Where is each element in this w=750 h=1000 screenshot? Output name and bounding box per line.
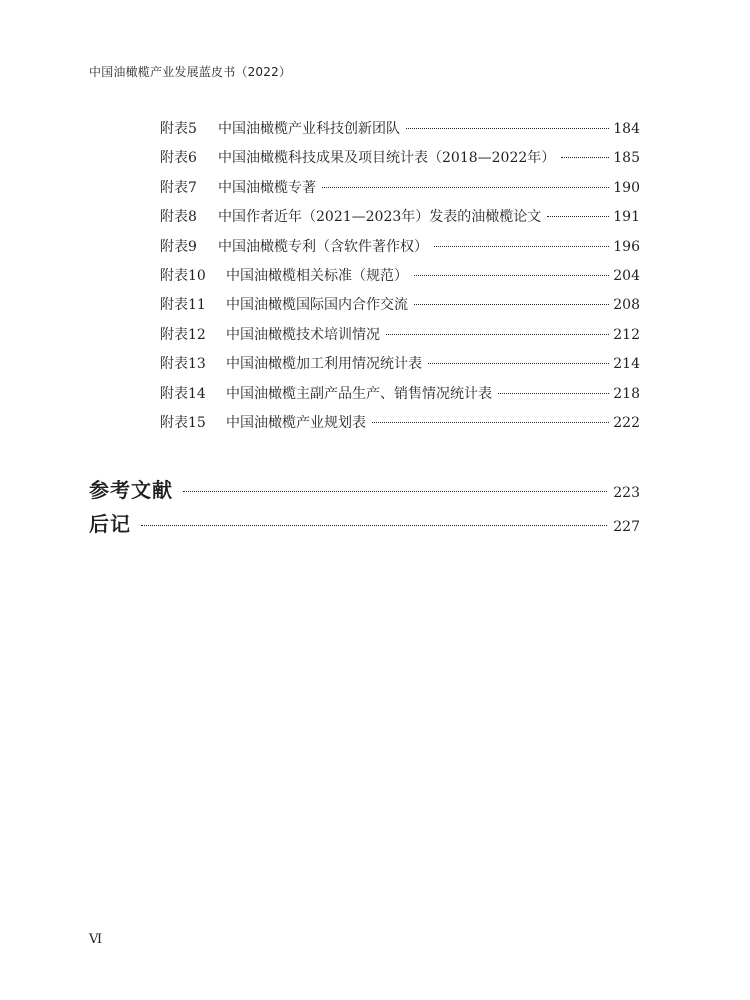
dot-leader (406, 128, 609, 129)
toc-entry[interactable] (160, 383, 640, 412)
toc-entry-page: 208 (613, 297, 640, 314)
toc-entry-title: 中国油橄榄相关标准（规范） (226, 267, 408, 284)
toc-entry[interactable] (160, 265, 640, 294)
toc-entry-page: 204 (613, 267, 640, 284)
toc-entry-label: 附表15 (160, 414, 206, 431)
dot-leader (414, 304, 609, 305)
toc-major-page: 223 (613, 485, 640, 501)
toc-entry-title: 中国油橄榄产业科技创新团队 (218, 121, 400, 137)
dot-leader (141, 525, 607, 526)
dot-leader (183, 491, 607, 492)
dot-leader (547, 216, 609, 217)
appendix-toc-list (160, 118, 640, 441)
toc-entry-label: 附表7 (160, 179, 197, 196)
dot-leader (322, 187, 609, 188)
toc-entry[interactable] (160, 236, 640, 265)
toc-entry-title: 中国油橄榄专著 (218, 179, 316, 196)
toc-entry-page: 222 (613, 414, 640, 431)
toc-entry[interactable] (160, 147, 640, 176)
toc-entry-title: 中国油橄榄主副产品生产、销售情况统计表 (226, 385, 492, 402)
major-toc-list (89, 474, 640, 542)
dot-leader (434, 246, 609, 247)
toc-entry-label: 附表5 (160, 121, 197, 137)
toc-entry-page: 212 (613, 326, 640, 343)
toc-entry-title: 中国油橄榄加工利用情况统计表 (226, 356, 422, 373)
dot-leader (414, 275, 609, 276)
toc-entry-title: 中国作者近年（2021—2023年）发表的油橄榄论文 (218, 209, 542, 226)
page-number: Ⅵ (89, 932, 103, 947)
toc-entry-afterword[interactable] (89, 508, 640, 542)
toc-entry[interactable] (160, 177, 640, 206)
toc-entry[interactable] (160, 294, 640, 323)
toc-entry-title: 中国油橄榄科技成果及项目统计表（2018—2022年） (218, 150, 556, 167)
toc-entry-label: 附表14 (160, 385, 206, 402)
toc-major-title: 参考文献 (89, 478, 173, 502)
dot-leader (498, 393, 609, 394)
toc-entry-label: 附表10 (160, 267, 206, 284)
toc-entry-label: 附表13 (160, 356, 206, 373)
toc-entry-label: 附表8 (160, 209, 197, 226)
toc-entry[interactable] (160, 324, 640, 353)
toc-entry-label: 附表6 (160, 150, 197, 167)
toc-entry-page: 185 (613, 150, 640, 167)
toc-entry[interactable] (160, 206, 640, 235)
dot-leader (428, 363, 609, 364)
toc-entry-references[interactable] (89, 474, 640, 508)
toc-entry-label: 附表9 (160, 238, 197, 255)
toc-major-page: 227 (613, 519, 640, 535)
toc-entry-title: 中国油橄榄专利（含软件著作权） (218, 238, 428, 255)
running-header: 中国油橄榄产业发展蓝皮书（2022） (89, 65, 292, 79)
toc-entry-page: 190 (613, 179, 640, 196)
toc-entry-page: 196 (613, 238, 640, 255)
toc-entry-label: 附表11 (160, 297, 206, 314)
toc-entry-title: 中国油橄榄技术培训情况 (226, 326, 380, 343)
toc-entry[interactable] (160, 118, 640, 147)
dot-leader (561, 157, 609, 158)
dot-leader (372, 422, 609, 423)
toc-entry-page: 214 (613, 356, 640, 373)
toc-entry[interactable] (160, 412, 640, 441)
toc-entry-page: 191 (613, 209, 640, 226)
toc-major-title: 后记 (89, 512, 131, 536)
toc-entry-label: 附表12 (160, 326, 206, 343)
toc-entry-title: 中国油橄榄产业规划表 (226, 414, 366, 431)
toc-entry[interactable] (160, 353, 640, 382)
toc-entry-page: 184 (613, 121, 640, 137)
toc-entry-title: 中国油橄榄国际国内合作交流 (226, 297, 408, 314)
dot-leader (386, 334, 609, 335)
toc-entry-page: 218 (613, 385, 640, 402)
